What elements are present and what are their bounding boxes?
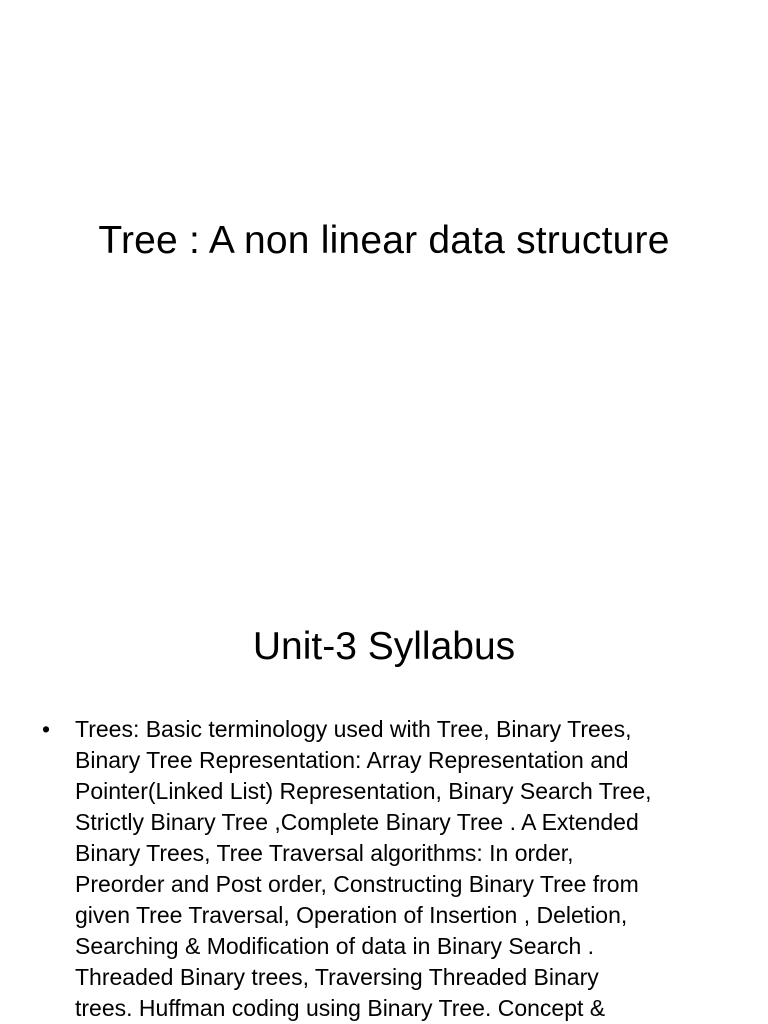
syllabus-bullet-list — [40, 714, 740, 1024]
slide-title: Tree : A non linear data structure — [98, 219, 670, 262]
bullet-text-line: Strictly Binary Tree ,Complete Binary Tree . A Extended — [75, 809, 639, 835]
bullet-text-line: Threaded Binary trees, Traversing Threaded Binary — [75, 964, 599, 990]
bullet-text-line: Binary Trees, Tree Traversal algorithms: In order, — [75, 840, 574, 866]
bullet-text-line: trees. Huffman coding using Binary Tree. Concept & — [75, 995, 606, 1021]
bullet-text-line: Preorder and Post order, Constructing Binary Tree from — [75, 871, 639, 897]
bullet-dot-icon: • — [42, 716, 51, 742]
syllabus-heading: Unit-3 Syllabus — [252, 625, 516, 668]
syllabus-bullet-item — [40, 714, 740, 1024]
bullet-text-line: Searching & Modification of data in Binary Search . — [75, 933, 595, 959]
slide-syllabus — [0, 576, 768, 1024]
bullet-text-line: Pointer(Linked List) Representation, Binary Search Tree, — [75, 778, 652, 804]
bullet-text-line: given Tree Traversal, Operation of Insertion , Deletion, — [75, 902, 628, 928]
bullet-text-line: Binary Tree Representation: Array Representation and — [75, 747, 629, 773]
bullet-text-line: Trees: Basic terminology used with Tree, Binary Trees, — [75, 716, 632, 742]
